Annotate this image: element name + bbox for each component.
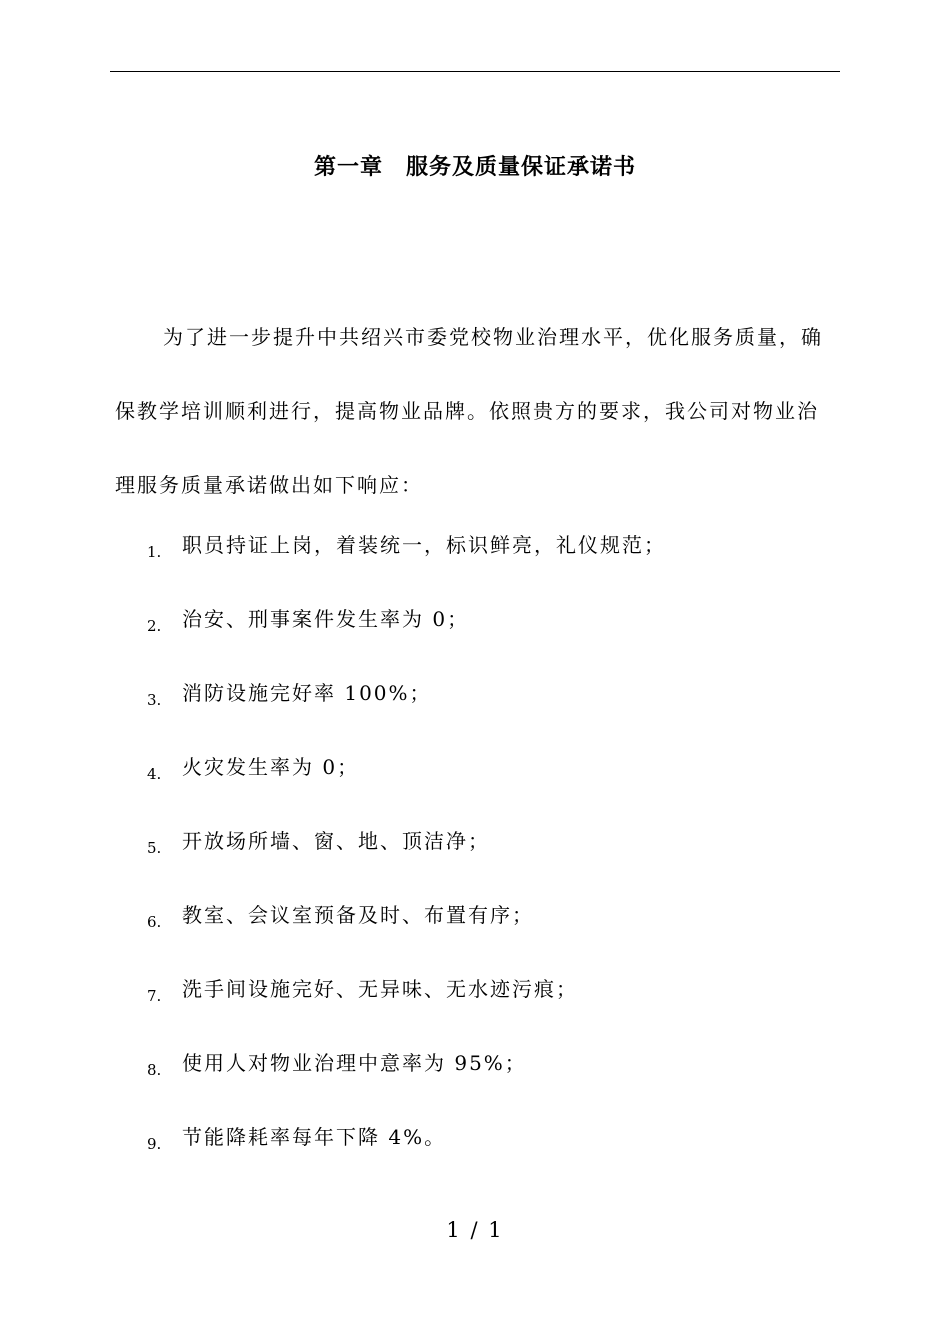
list-item-text: 治安、刑事案件发生率为 0； — [182, 607, 470, 631]
list-item-number: 7. — [147, 987, 162, 1005]
page-title: 第一章 服务及质量保证承诺书 — [313, 155, 636, 180]
list-item-number: 9. — [147, 1135, 162, 1153]
list-item-number: 6. — [147, 913, 162, 931]
list-item-text: 洗手间设施完好、无异味、无水迹污痕； — [182, 977, 578, 1001]
list-item-number: 8. — [147, 1061, 162, 1079]
list-item-text: 使用人对物业治理中意率为 95%； — [182, 1051, 527, 1075]
intro-paragraph: 为了进一步提升中共绍兴市委党校物业治理水平，优化服务质量，确保教学培训顺利进行，提高物业品牌。依照贵方的要求，我公司对物业治理服务质量承诺做出如下响应： — [115, 325, 823, 497]
list-item-number: 5. — [147, 839, 162, 857]
list-item-text: 节能降耗率每年下降 4%。 — [182, 1125, 447, 1149]
list-item-text: 教室、会议室预备及时、布置有序； — [182, 903, 534, 927]
list-item-number: 4. — [147, 765, 162, 783]
list-item-text: 消防设施完好率 100%； — [182, 681, 432, 705]
list-item — [0, 530, 950, 570]
list-item — [0, 900, 950, 940]
list-item-number: 2. — [147, 617, 162, 635]
page-number: 1 / 1 — [446, 1218, 504, 1242]
list-item-text: 职员持证上岗，着装统一，标识鲜亮，礼仪规范； — [182, 533, 666, 557]
list-item — [0, 752, 950, 792]
list-item-number: 3. — [147, 691, 162, 709]
list-item — [0, 604, 950, 644]
list-item — [0, 678, 950, 718]
list-item-text: 开放场所墙、窗、地、顶洁净； — [182, 829, 490, 853]
list-item-number: 1. — [147, 543, 162, 561]
list-item — [0, 1122, 950, 1162]
list-item — [0, 974, 950, 1014]
list-item — [0, 826, 950, 866]
list-item — [0, 1048, 950, 1088]
header-rule — [110, 71, 840, 72]
list-item-text: 火灾发生率为 0； — [182, 755, 360, 779]
